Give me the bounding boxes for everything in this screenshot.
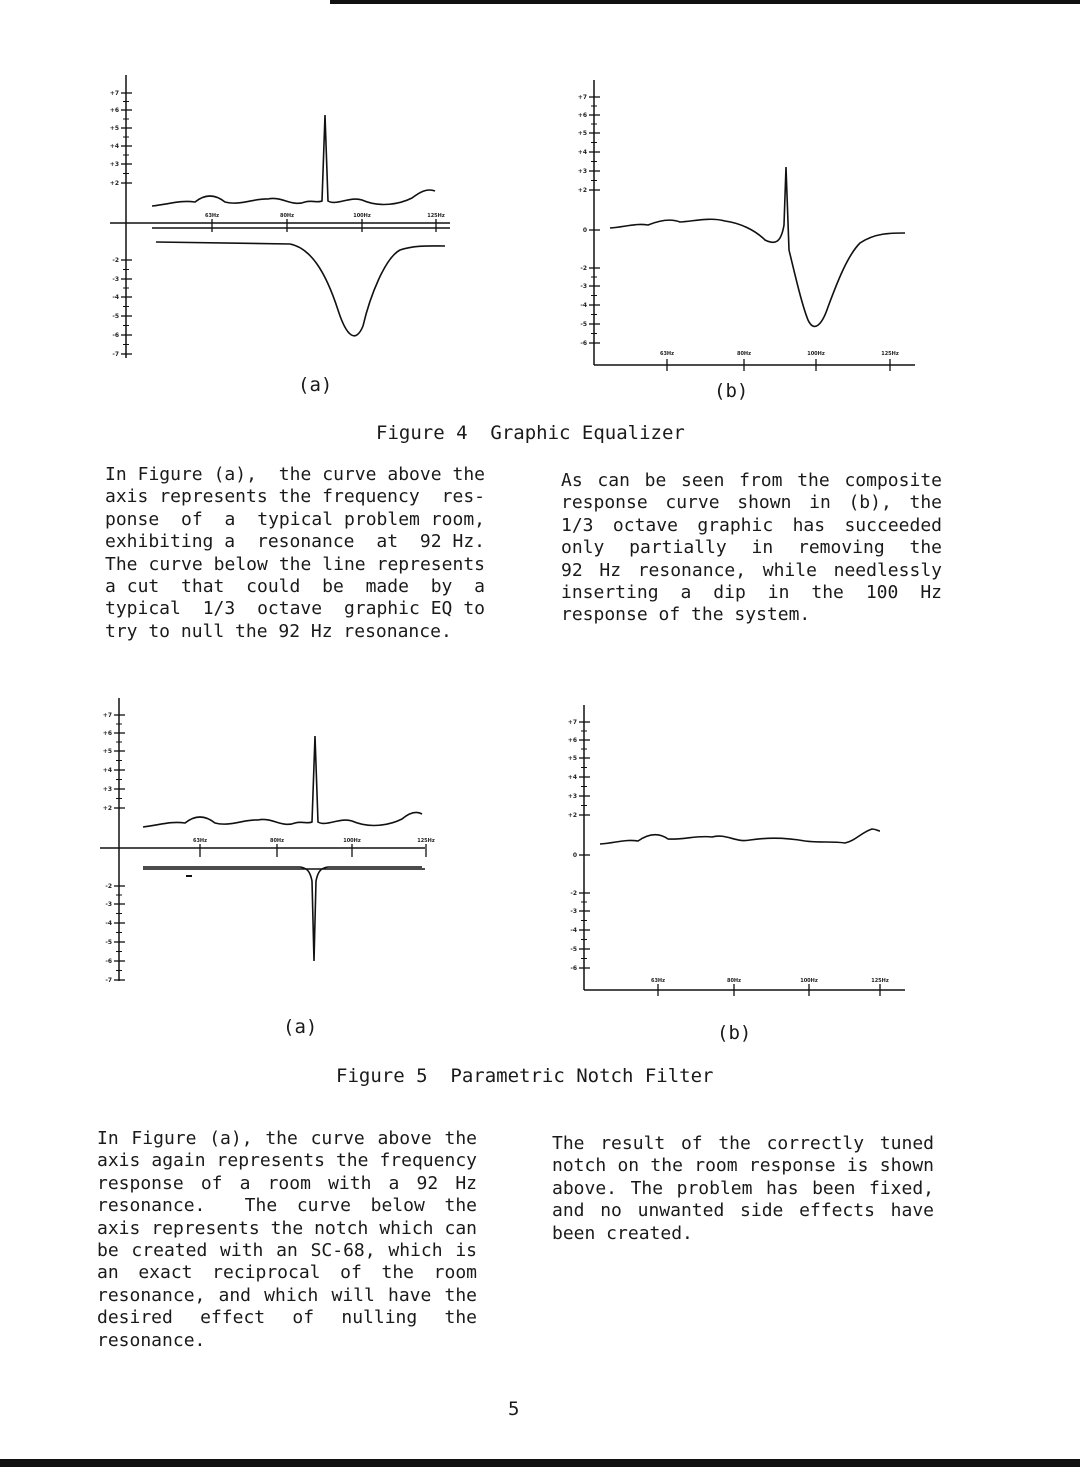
fig5-right-line: and no unwanted side effects have [552, 1200, 934, 1222]
fig5a-label: (a) [283, 1016, 318, 1038]
fig4a-x-tick-label: 100Hz [353, 213, 371, 219]
fig4-caption: Figure 4 Graphic Equalizer [376, 422, 685, 444]
fig4a-label: (a) [298, 374, 333, 396]
fig4-right-line: inserting a dip in the 100 Hz [561, 582, 942, 604]
fig5a-y-tick-label: -3 [105, 901, 112, 908]
fig5a-x-tick-label: 125Hz [417, 838, 435, 844]
fig5-left-line: resonance. [97, 1329, 206, 1351]
fig4-left-line: axis represents the frequency res- [105, 486, 485, 508]
fig4b-y-tick-label: +5 [577, 130, 587, 137]
fig5-left-line: desired effect of nulling the [97, 1307, 477, 1329]
fig5b-y-ticks [568, 719, 590, 972]
fig5-left-line: axis represents the notch which can [97, 1217, 477, 1239]
fig4-right-line: 1/3 octave graphic has succeeded [561, 514, 942, 536]
fig4b-x-tick-label: 125Hz [881, 351, 899, 357]
fig5-left-paragraph [97, 1128, 477, 1352]
fig5-left-line: response of a room with a 92 Hz [97, 1172, 477, 1194]
fig4b-y-tick-label: +4 [577, 149, 587, 156]
fig5-left-line: axis again represents the frequency [97, 1150, 477, 1172]
fig4a-y-tick-label: +2 [109, 180, 119, 187]
fig5b-label: (b) [717, 1022, 752, 1044]
fig4-left-line: In Figure (a), the curve above the [105, 464, 485, 485]
fig4b-y-tick-label: -6 [580, 340, 587, 347]
fig4b-x-tick-label: 100Hz [807, 351, 825, 357]
fig4a-room-curve [152, 115, 435, 206]
fig4b-x-ticks [660, 351, 899, 371]
fig4-left-line: typical 1/3 octave graphic EQ to [105, 598, 485, 620]
fig5b-y-tick-label: -2 [570, 890, 577, 897]
fig5a-y-tick-label: -2 [105, 883, 112, 890]
fig5a-chart [95, 693, 455, 993]
fig5b-y-tick-label: -4 [570, 927, 577, 934]
fig5-left-line: be created with an SC-68, which is [97, 1240, 477, 1262]
fig5b-y-tick-label: +7 [567, 719, 577, 726]
fig5a-room-curve [143, 736, 422, 827]
fig4-right-line: response curve shown in (b), the [561, 492, 942, 514]
fig5a-y-tick-label: +7 [102, 712, 112, 719]
fig5b-y-tick-label: -5 [570, 946, 577, 953]
fig5b-x-tick-label: 63Hz [650, 978, 666, 984]
fig5-right-line: above. The problem has been fixed, [552, 1177, 934, 1199]
fig4a-eq-cut-curve [156, 242, 445, 336]
fig4a-y-tick-label: +5 [109, 125, 119, 132]
fig4a-y-tick-label: -3 [112, 276, 119, 283]
fig4a-x-tick-label: 80Hz [279, 213, 295, 219]
fig5-right-paragraph [552, 1133, 934, 1245]
fig4b-y-tick-label: +6 [577, 112, 587, 119]
fig5a-x-tick-label: 80Hz [269, 838, 285, 844]
fig4a-y-tick-label: +4 [109, 143, 119, 150]
fig5-left-line: In Figure (a), the curve above the [97, 1128, 477, 1149]
fig5b-x-ticks [651, 978, 889, 996]
top-rule [330, 0, 1080, 4]
fig4b-chart [570, 75, 930, 375]
fig4-left-line: a cut that could be made by a [105, 576, 485, 598]
fig4a-x-tick-label: 63Hz [204, 213, 220, 219]
fig4a-y-ticks [110, 90, 132, 358]
fig5a-y-tick-label: +2 [102, 805, 112, 812]
fig4b-x-tick-label: 80Hz [736, 351, 752, 357]
fig4b-y-tick-label: +2 [577, 187, 587, 194]
fig5a-y-tick-label: -4 [105, 920, 112, 927]
fig4b-y-tick-label: 0 [582, 227, 587, 234]
fig5b-y-tick-label: +2 [567, 812, 577, 819]
fig4-right-line: 92 Hz resonance, while needlessly [561, 559, 942, 581]
fig4b-y-tick-label: +3 [577, 168, 587, 175]
fig4-left-line: exhibiting a resonance at 92 Hz. [105, 531, 485, 553]
fig5b-y-tick-label: 0 [572, 852, 577, 859]
fig5b-y-tick-label: +3 [567, 793, 577, 800]
fig5a-y-tick-label: -5 [105, 939, 112, 946]
fig5b-y-tick-label: +4 [567, 774, 577, 781]
fig5a-y-tick-label: -6 [105, 958, 112, 965]
fig5a-y-tick-label: -7 [105, 977, 112, 984]
fig4-left-line: The curve below the line represents [105, 553, 485, 575]
page-number: 5 [508, 1398, 520, 1420]
fig4b-composite-curve [610, 167, 905, 326]
fig4-left-paragraph [105, 464, 485, 643]
fig5a-y-tick-label: +3 [102, 786, 112, 793]
fig4b-label: (b) [714, 380, 749, 402]
fig4a-y-tick-label: -4 [112, 294, 119, 301]
fig5b-y-tick-label: +6 [567, 737, 577, 744]
fig5b-x-tick-label: 125Hz [871, 978, 889, 984]
fig4-right-line: As can be seen from the composite [561, 470, 942, 491]
fig5-right-line: notch on the room response is shown [552, 1155, 934, 1177]
fig4-left-line: try to null the 92 Hz resonance. [105, 620, 452, 642]
fig4a-y-tick-label: +6 [109, 107, 119, 114]
fig4-right-paragraph [561, 470, 942, 627]
fig4b-x-tick-label: 63Hz [659, 351, 675, 357]
fig4a-y-tick-label: -6 [112, 332, 119, 339]
fig5b-y-tick-label: -6 [570, 965, 577, 972]
fig5b-x-tick-label: 100Hz [800, 978, 818, 984]
fig4a-y-tick-label: +3 [109, 161, 119, 168]
fig5b-result-curve [600, 829, 880, 844]
fig4a-y-tick-label: -7 [112, 351, 119, 358]
fig5b-y-tick-label: -3 [570, 908, 577, 915]
fig4-left-line: ponse of a typical problem room, [105, 508, 485, 530]
fig4b-y-tick-label: -2 [580, 265, 587, 272]
fig5b-y-tick-label: +5 [567, 755, 577, 762]
fig5-left-line: resonance, and which will have the [97, 1284, 477, 1306]
fig5a-notch-curve [143, 867, 422, 961]
fig5-left-line: an exact reciprocal of the room [97, 1262, 477, 1284]
fig4b-y-tick-label: -3 [580, 283, 587, 290]
fig4-right-line: only partially in removing the [561, 537, 942, 559]
fig5a-x-tick-label: 63Hz [192, 838, 208, 844]
fig5-right-line: The result of the correctly tuned [552, 1133, 934, 1154]
fig5-caption: Figure 5 Parametric Notch Filter [336, 1065, 714, 1087]
fig4a-x-tick-label: 125Hz [427, 213, 445, 219]
fig5a-y-tick-label: +5 [102, 748, 112, 755]
fig4b-y-tick-label: +7 [577, 94, 587, 101]
fig4b-y-tick-label: -5 [580, 321, 587, 328]
fig4-right-line: response of the system. [561, 604, 811, 626]
fig5b-chart [560, 700, 920, 1000]
fig4a-y-tick-label: -5 [112, 313, 119, 320]
fig5-right-line: been created. [552, 1222, 693, 1244]
fig4a-y-tick-label: +7 [109, 90, 119, 97]
fig4a-chart [100, 70, 460, 370]
fig4a-y-tick-label: -2 [112, 257, 119, 264]
fig5a-y-tick-label: +4 [102, 767, 112, 774]
fig5a-x-tick-label: 100Hz [343, 838, 361, 844]
fig4b-y-ticks [578, 94, 600, 347]
fig5b-x-tick-label: 80Hz [726, 978, 742, 984]
fig4b-y-tick-label: -4 [580, 302, 587, 309]
bottom-rule [0, 1459, 1080, 1467]
fig5-left-line: resonance. The curve below the [97, 1195, 477, 1217]
fig5a-y-tick-label: +6 [102, 730, 112, 737]
